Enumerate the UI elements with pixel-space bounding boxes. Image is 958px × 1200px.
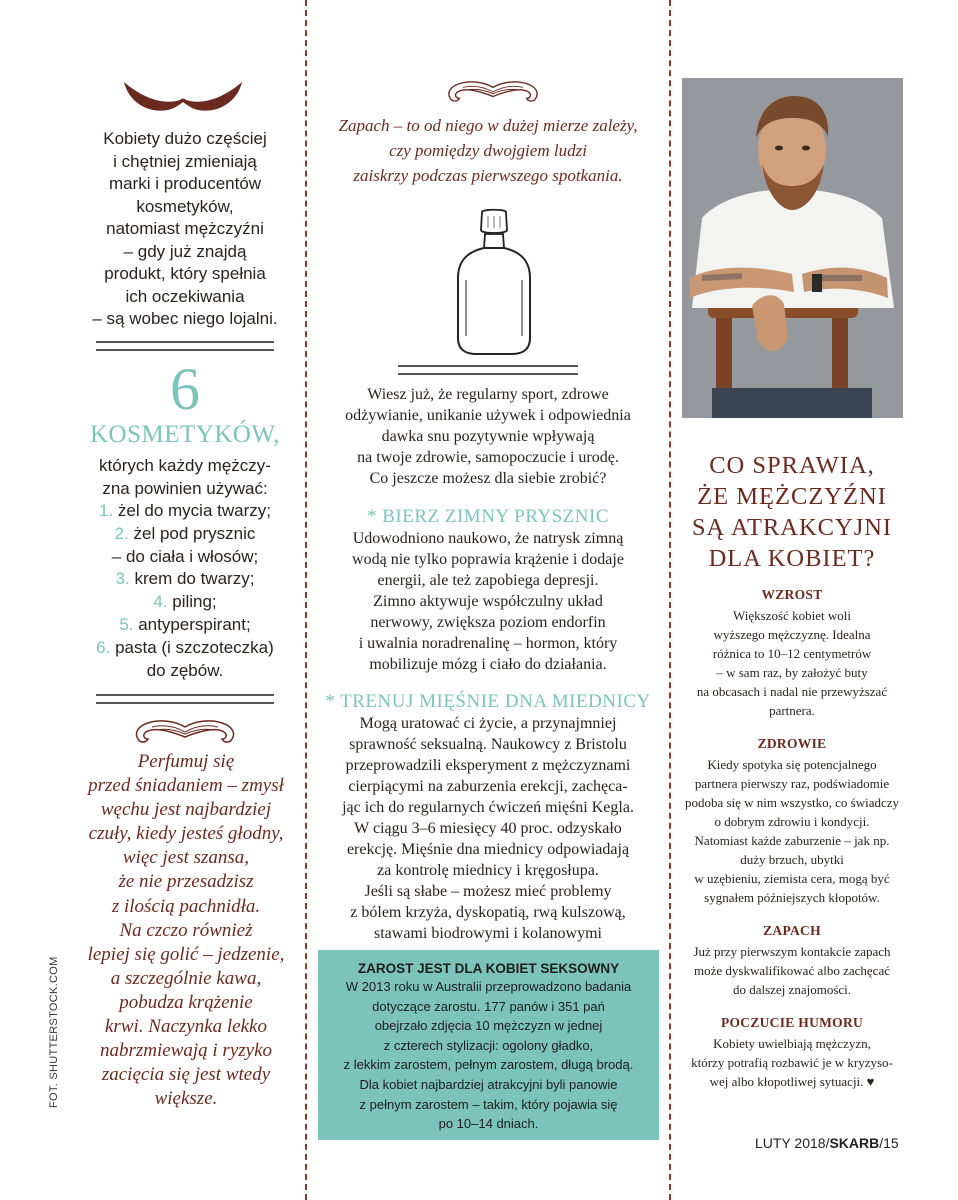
list-item (70, 637, 300, 660)
text-line: na obcasach i nadal nie przewyższać (696, 684, 888, 699)
heading-line: SĄ ATRAKCYJNI (691, 514, 893, 541)
list-number: 6. (96, 637, 116, 657)
box-title: ZAROST JEST DLA KOBIET SEKSOWNY (357, 961, 620, 976)
right-section-title: ZAPACH (763, 923, 821, 938)
text-line: dawka snu pozytywnie wpływają (381, 428, 595, 445)
text-line: Udowodniono naukowo, że natrysk zimną (352, 530, 624, 547)
quote-line: Perfumuj się (137, 751, 235, 772)
right-section-body (672, 1034, 912, 1091)
list-text: żel do mycia twarzy; (117, 501, 271, 520)
mustache-icon (122, 76, 244, 112)
quote-line: nabrzmiewają i ryzyko (99, 1040, 273, 1062)
text-line: zna powinien używać: (102, 478, 268, 498)
text-line: i chętniej zmieniają (113, 151, 257, 171)
quote-line: lepiej się golić – jedzenie, (87, 943, 285, 965)
quote-line: zacięcia się jest wtedy (101, 1064, 271, 1086)
list-number: 4. (153, 592, 173, 612)
cosmetics-list (70, 500, 300, 682)
section-title-cold-shower: * BIERZ ZIMNY PRYSZNIC (366, 506, 609, 527)
right-section-body (672, 942, 912, 999)
heading-line: CO SPRAWIA, (709, 452, 875, 479)
text-line: Zimno aktywuje współczulny układ (373, 593, 603, 610)
text-line: w uzębieniu, ziemista cera, mogą być (694, 871, 890, 886)
text-line: produkt, który spełnia (104, 264, 266, 283)
right-section-body (672, 606, 912, 720)
right-section-title: POCZUCIE HUMORU (720, 1015, 864, 1030)
text-line: duży brzuch, ubytki (740, 852, 844, 867)
text-line: różnica to 10–12 centymetrów (712, 646, 872, 661)
page-footer (755, 1135, 899, 1151)
text-line: marki i producentów (108, 174, 262, 193)
text-line: nerwowy, zwiększa poziom endorfin (370, 614, 606, 631)
perfume-bottle-icon (452, 208, 536, 356)
text-line: obejrzało zdjęcia 10 mężczyzn w jednej (374, 1018, 603, 1034)
text-line: cierpiącymi na zaburzenia erekcji, zachęca- (348, 778, 628, 795)
text-line: energii, ale też zapobiega depresji. (377, 572, 599, 589)
list-item (70, 523, 300, 546)
text-line: partnera pierwszy raz, podświadomie (694, 776, 890, 791)
column-divider-right (669, 0, 671, 1200)
curled-mustache-icon (130, 715, 240, 747)
text-line: mobilizuje mózg i ciało do działania. (369, 656, 607, 673)
list-text: pasta (i szczoteczka) (115, 637, 274, 657)
list-text: piling; (172, 592, 217, 612)
big-number: 6 (170, 356, 200, 422)
list-number: 5. (119, 614, 139, 634)
text-line: Dla kobiet najbardziej atrakcyjni byli panowie (359, 1076, 618, 1092)
text-line: którzy potrafią rozbawić je w kryzyso- (691, 1055, 893, 1070)
text-line: ich oczekiwania (125, 286, 245, 306)
list-text: – do ciała i włosów; (111, 546, 259, 566)
quote-line: czy pomiędzy dwojgiem ludzi (389, 141, 587, 160)
text-line: Kobiety dużo częściej (103, 129, 267, 148)
quote-line: zaiskrzy podczas pierwszego spotkania. (353, 166, 623, 185)
quote-line: przed śniadaniem – zmysł (88, 775, 284, 797)
text-line: może dyskwalifikować albo zachęcać (694, 963, 890, 978)
quote-line: węchu jest najbardziej (100, 799, 272, 821)
text-line: odżywianie, unikanie używek i odpowiednia (345, 407, 631, 424)
text-line: wej albo kłopotliwej sytuacji. ♥ (709, 1074, 875, 1089)
list-item (70, 546, 300, 569)
quote-line: że nie przesadzisz (118, 871, 254, 893)
quote-line: Zapach – to od niego w dużej mierze zależy, (338, 116, 638, 135)
list-text: do zębów. (146, 660, 224, 680)
right-section-body (672, 755, 912, 907)
text-line: i uwalnia noradrenalinę – hormon, który (358, 635, 618, 652)
text-line: – w sam raz, by założyć buty (716, 665, 868, 680)
text-line: o dobrym zdrowiu i kondycji. (714, 814, 870, 829)
list-item (70, 660, 300, 683)
footer-issue: LUTY 2018/ (755, 1135, 830, 1151)
list-text: antyperspirant; (138, 614, 251, 634)
text-line: Większość kobiet woli (733, 608, 851, 623)
list-number: 2. (114, 523, 134, 543)
quote-line: pobudza krążenie (119, 991, 253, 1013)
section-body-cold-shower (312, 528, 664, 675)
text-line: jąc ich do regularnych ćwiczeń mięśni Kegla. (342, 799, 634, 816)
text-line: sprawność seksualną. Naukowcy z Bristolu (349, 736, 627, 753)
list-intro (70, 455, 300, 500)
list-item (70, 500, 300, 523)
text-line: kosmetyków, (136, 196, 234, 216)
text-line: których każdy mężczy- (99, 456, 271, 475)
text-line: Kobiety uwielbiają mężczyzn, (713, 1036, 871, 1051)
text-line: Kiedy spotyka się potencjalnego (707, 757, 877, 772)
quote-line: krwi. Naczynka lekko (105, 1016, 267, 1038)
text-line: Natomiast każde zaburzenie – jak np. (694, 833, 890, 848)
rule-divider (96, 341, 274, 351)
photo-credit: FOT. SHUTTERSTOCK.COM (48, 956, 60, 1108)
text-line: Wiesz już, że regularny sport, zdrowe (367, 386, 609, 403)
heading-line: DLA KOBIET? (708, 545, 876, 572)
big-heading: KOSMETYKÓW, (90, 421, 280, 448)
list-text: żel pod prysznic (133, 523, 256, 543)
text-line: z bólem krzyża, dyskopatią, rwą kulszową, (350, 904, 626, 921)
text-line: sygnałem późniejszych kłopotów. (704, 890, 880, 905)
text-line: Już przy pierwszym kontakcie zapach (693, 944, 891, 959)
list-text: krem do twarzy; (134, 569, 255, 589)
scent-quote (312, 113, 664, 188)
list-item (70, 568, 300, 591)
text-line: Co jeszcze możesz dla siebie zrobić? (369, 470, 607, 487)
footer-magazine: SKARB (829, 1135, 880, 1151)
beard-info-box (318, 950, 659, 1140)
quote-line: większe. (154, 1088, 218, 1110)
text-line: wyższego mężczyznę. Idealna (713, 627, 871, 642)
list-number: 3. (115, 569, 135, 589)
text-line: – gdy już znajdą (123, 241, 247, 261)
right-heading (676, 450, 908, 574)
list-number: 1. (99, 501, 118, 520)
quote-line: z ilością pachnidła. (111, 895, 261, 917)
left-intro-text (70, 128, 300, 331)
text-line: stawami biodrowymi i kolanowymi (374, 925, 602, 942)
text-line: partnera. (769, 703, 815, 718)
text-line: za kontrolę miednicy i kręgosłupa. (377, 862, 599, 879)
text-line: Jeśli są słabe – możesz mieć problemy (364, 883, 612, 900)
text-line: przeprowadzili eksperyment z mężczyznami (345, 757, 631, 774)
text-line: podoba się w nim wszystko, co świadczy (684, 795, 900, 810)
quote-line: Na czczo również (119, 919, 253, 941)
footer-page: /15 (879, 1135, 899, 1151)
rule-divider (398, 365, 578, 375)
right-section-title: WZROST (761, 587, 823, 602)
text-line: natomiast mężczyźni (106, 219, 264, 238)
rule-divider (96, 694, 274, 704)
text-line: z pełnym zarostem – takim, który pojawia się (359, 1096, 618, 1112)
quote-line: a szczególnie kawa, (110, 967, 262, 989)
text-line: dotyczące zarostu. 177 panów i 351 pań (372, 998, 605, 1014)
curled-mustache-icon (443, 75, 543, 107)
text-line: – są wobec niego lojalni. (92, 309, 278, 328)
section-body-pelvic-floor (312, 713, 664, 965)
text-line: na twoje zdrowie, samopoczucie i urodę. (357, 449, 619, 466)
list-item (70, 614, 300, 637)
text-line: W 2013 roku w Australii przeprowadzono badania (345, 979, 632, 994)
quote-line: czuły, kiedy jesteś głodny, (88, 823, 284, 845)
text-line: po 10–14 dniach. (438, 1116, 539, 1132)
text-line: z lekkim zarostem, pełnym zarostem, długą brodą. (343, 1057, 634, 1073)
list-item (70, 591, 300, 614)
section-title-pelvic-floor: * TRENUJ MIĘŚNIE DNA MIEDNICY (325, 691, 651, 712)
perfume-tip-quote (66, 750, 306, 1111)
text-line: erekcję. Mięśnie dna miednicy odpowiadają (346, 841, 630, 858)
text-line: W ciągu 3–6 miesięcy 40 proc. odzyskało (354, 820, 622, 837)
box-body (318, 977, 659, 1134)
text-line: wodą nie tylko poprawia krążenie i dodaje (352, 551, 624, 568)
middle-intro (312, 384, 664, 489)
quote-line: więc jest szansa, (122, 847, 250, 869)
right-sections (672, 587, 912, 1091)
right-section-title: ZDROWIE (757, 736, 827, 751)
text-line: do dalszej znajomości. (732, 982, 852, 997)
heading-line: ŻE MĘŻCZYŹNI (697, 483, 887, 510)
bearded-man-photo (682, 78, 903, 418)
text-line: Mogą uratować ci życie, a przynajmniej (359, 715, 617, 732)
text-line: z czterech stylizacji: ogolony gładko, (383, 1037, 594, 1053)
